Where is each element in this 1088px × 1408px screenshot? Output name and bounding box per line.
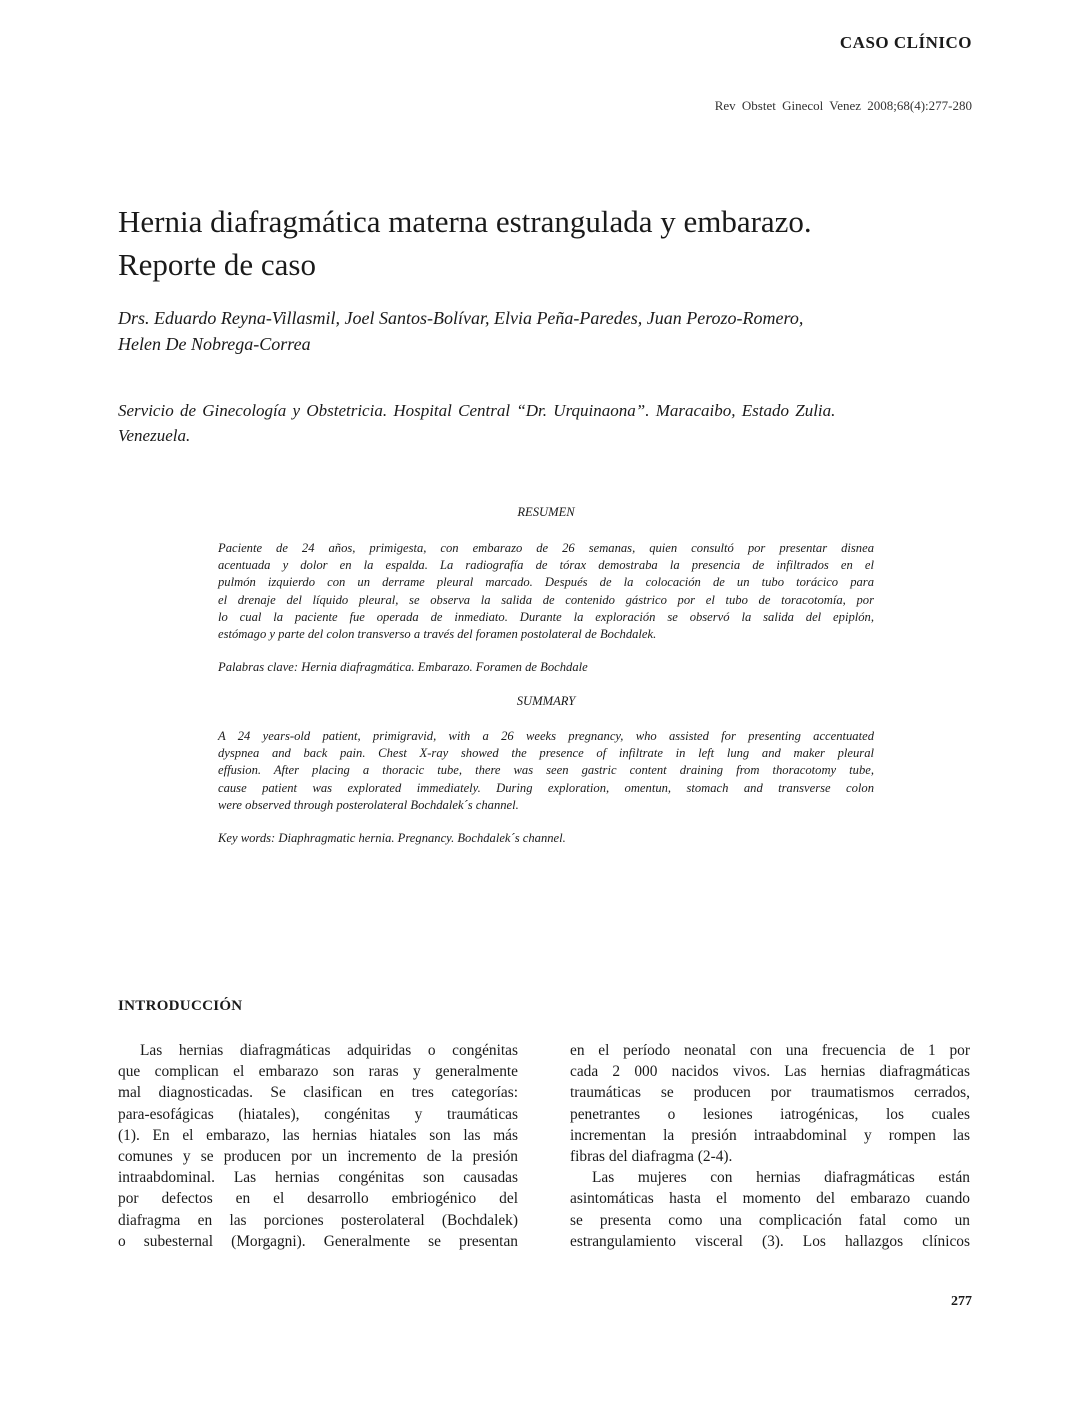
affiliation-line: Venezuela. <box>118 426 191 445</box>
body-line: cada 2 000 nacidos vivos. Las hernias diafragmáticas <box>570 1063 970 1081</box>
author-line: Helen De Nobrega-Correa <box>118 334 311 354</box>
body-line: Las mujeres con hernias diafragmáticas están <box>592 1169 970 1187</box>
body-line: incrementan la presión intraabdominal y rompen las <box>570 1126 970 1144</box>
affiliation <box>118 398 978 448</box>
summary-keywords: Key words: Diaphragmatic hernia. Pregnancy. Bochdalek´s channel. <box>218 831 566 845</box>
body-line: que complican el embarazo son raras y generalmente <box>118 1063 518 1081</box>
resumen-line: pulmón izquierdo con un derrame pleural marcado. Después de la colocación de un tubo torácico para <box>218 575 874 590</box>
body-line: (1). En el embarazo, las hernias hiatales son las más <box>118 1126 518 1144</box>
section-label: CASO CLÍNICO <box>839 33 972 52</box>
resumen-line: el drenaje del líquido pleural, se observa la salida de contenido gástrico por el tubo de toracotomía, por <box>218 592 874 607</box>
summary-line: dyspnea and back pain. Chest X-ray showed the presence of infiltrate in left lung and maker pleural <box>218 746 874 761</box>
body-line: traumáticas se producen por traumatismos cerrados, <box>570 1084 970 1102</box>
body-line: asintomáticas hasta el momento del embarazo cuando <box>570 1190 970 1208</box>
body-line: Las hernias diafragmáticas adquiridas o congénitas <box>140 1042 518 1059</box>
author-line: Drs. Eduardo Reyna-Villasmil, Joel Santos-Bolívar, Elvia Peña-Paredes, Juan Perozo-Romero, <box>118 308 804 328</box>
resumen-heading: RESUMEN <box>517 505 575 519</box>
body-line: para-esofágicas (hiatales), congénitas y traumáticas <box>118 1105 518 1123</box>
resumen-body <box>218 540 874 643</box>
journal-citation: Rev Obstet Ginecol Venez 2008;68(4):277-280 <box>714 98 972 113</box>
resumen-line: acentuada y dolor en la espalda. La radiografía de tórax demostraba la presencia de infiltrados en el <box>218 558 874 573</box>
affiliation-line: Servicio de Ginecología y Obstetricia. Hospital Central “Dr. Urquinaona”. Maracaibo, Estado Zulia. <box>118 401 836 420</box>
body-line: por defectos en el desarrollo embriogénico del <box>118 1190 518 1208</box>
article-title-line: Hernia diafragmática materna estrangulada y embarazo. <box>118 204 812 239</box>
resumen-line: lo cual la paciente fue operada de inmediato. Durante la exploración se observó la salida del epiplón, <box>218 609 874 624</box>
body-line: fibras del diafragma (2-4). <box>570 1148 733 1166</box>
body-line: en el período neonatal con una frecuencia de 1 por <box>570 1042 970 1059</box>
body-line: penetrantes o lesiones iatrogénicas, los cuales <box>570 1105 970 1123</box>
page-number: 277 <box>951 1294 972 1309</box>
body-line: comunes y se producen por un incremento de la presión <box>118 1148 518 1166</box>
author-list <box>118 305 978 357</box>
summary-heading: SUMMARY <box>516 694 576 708</box>
resumen-line: estómago y parte del colon transverso a través del foramen postolateral de Bochdalek. <box>218 627 657 642</box>
summary-line: were observed through posterolateral Bochdalek´s channel. <box>218 797 519 812</box>
body-line: se presenta como una complicación fatal como un <box>570 1211 970 1229</box>
body-line: mal diagnosticadas. Se clasifican en tres categorías: <box>118 1084 518 1102</box>
article-title-line: Reporte de caso <box>118 247 316 282</box>
article-title <box>118 200 978 286</box>
body-line: diafragma en las porciones posterolateral (Bochdalek) <box>118 1211 518 1229</box>
summary-line: cause patient was explorated immediately. During exploration, omentun, stomach and transverse colon <box>218 780 874 795</box>
summary-line: A 24 years-old patient, primigravid, with a 26 weeks pregnancy, who assisted for presenting accentuated <box>218 729 874 743</box>
introduction-heading: INTRODUCCIÓN <box>118 998 243 1014</box>
summary-line: effusion. After placing a thoracic tube, there was seen gastric content draining from thoracotomy tube, <box>218 763 874 778</box>
summary-body <box>218 728 874 814</box>
body-column-left <box>118 1040 518 1252</box>
body-line: intraabdominal. Las hernias congénitas son causadas <box>118 1169 518 1187</box>
body-line: o subesternal (Morgagni). Generalmente se presentan <box>118 1232 518 1250</box>
resumen-line: Paciente de 24 años, primigesta, con embarazo de 26 semanas, quien consultó por presentar disnea <box>218 541 874 555</box>
body-line: estrangulamiento visceral (3). Los hallazgos clínicos <box>570 1232 970 1250</box>
resumen-keywords: Palabras clave: Hernia diafragmática. Embarazo. Foramen de Bochdale <box>218 660 588 674</box>
body-column-right <box>570 1040 970 1252</box>
